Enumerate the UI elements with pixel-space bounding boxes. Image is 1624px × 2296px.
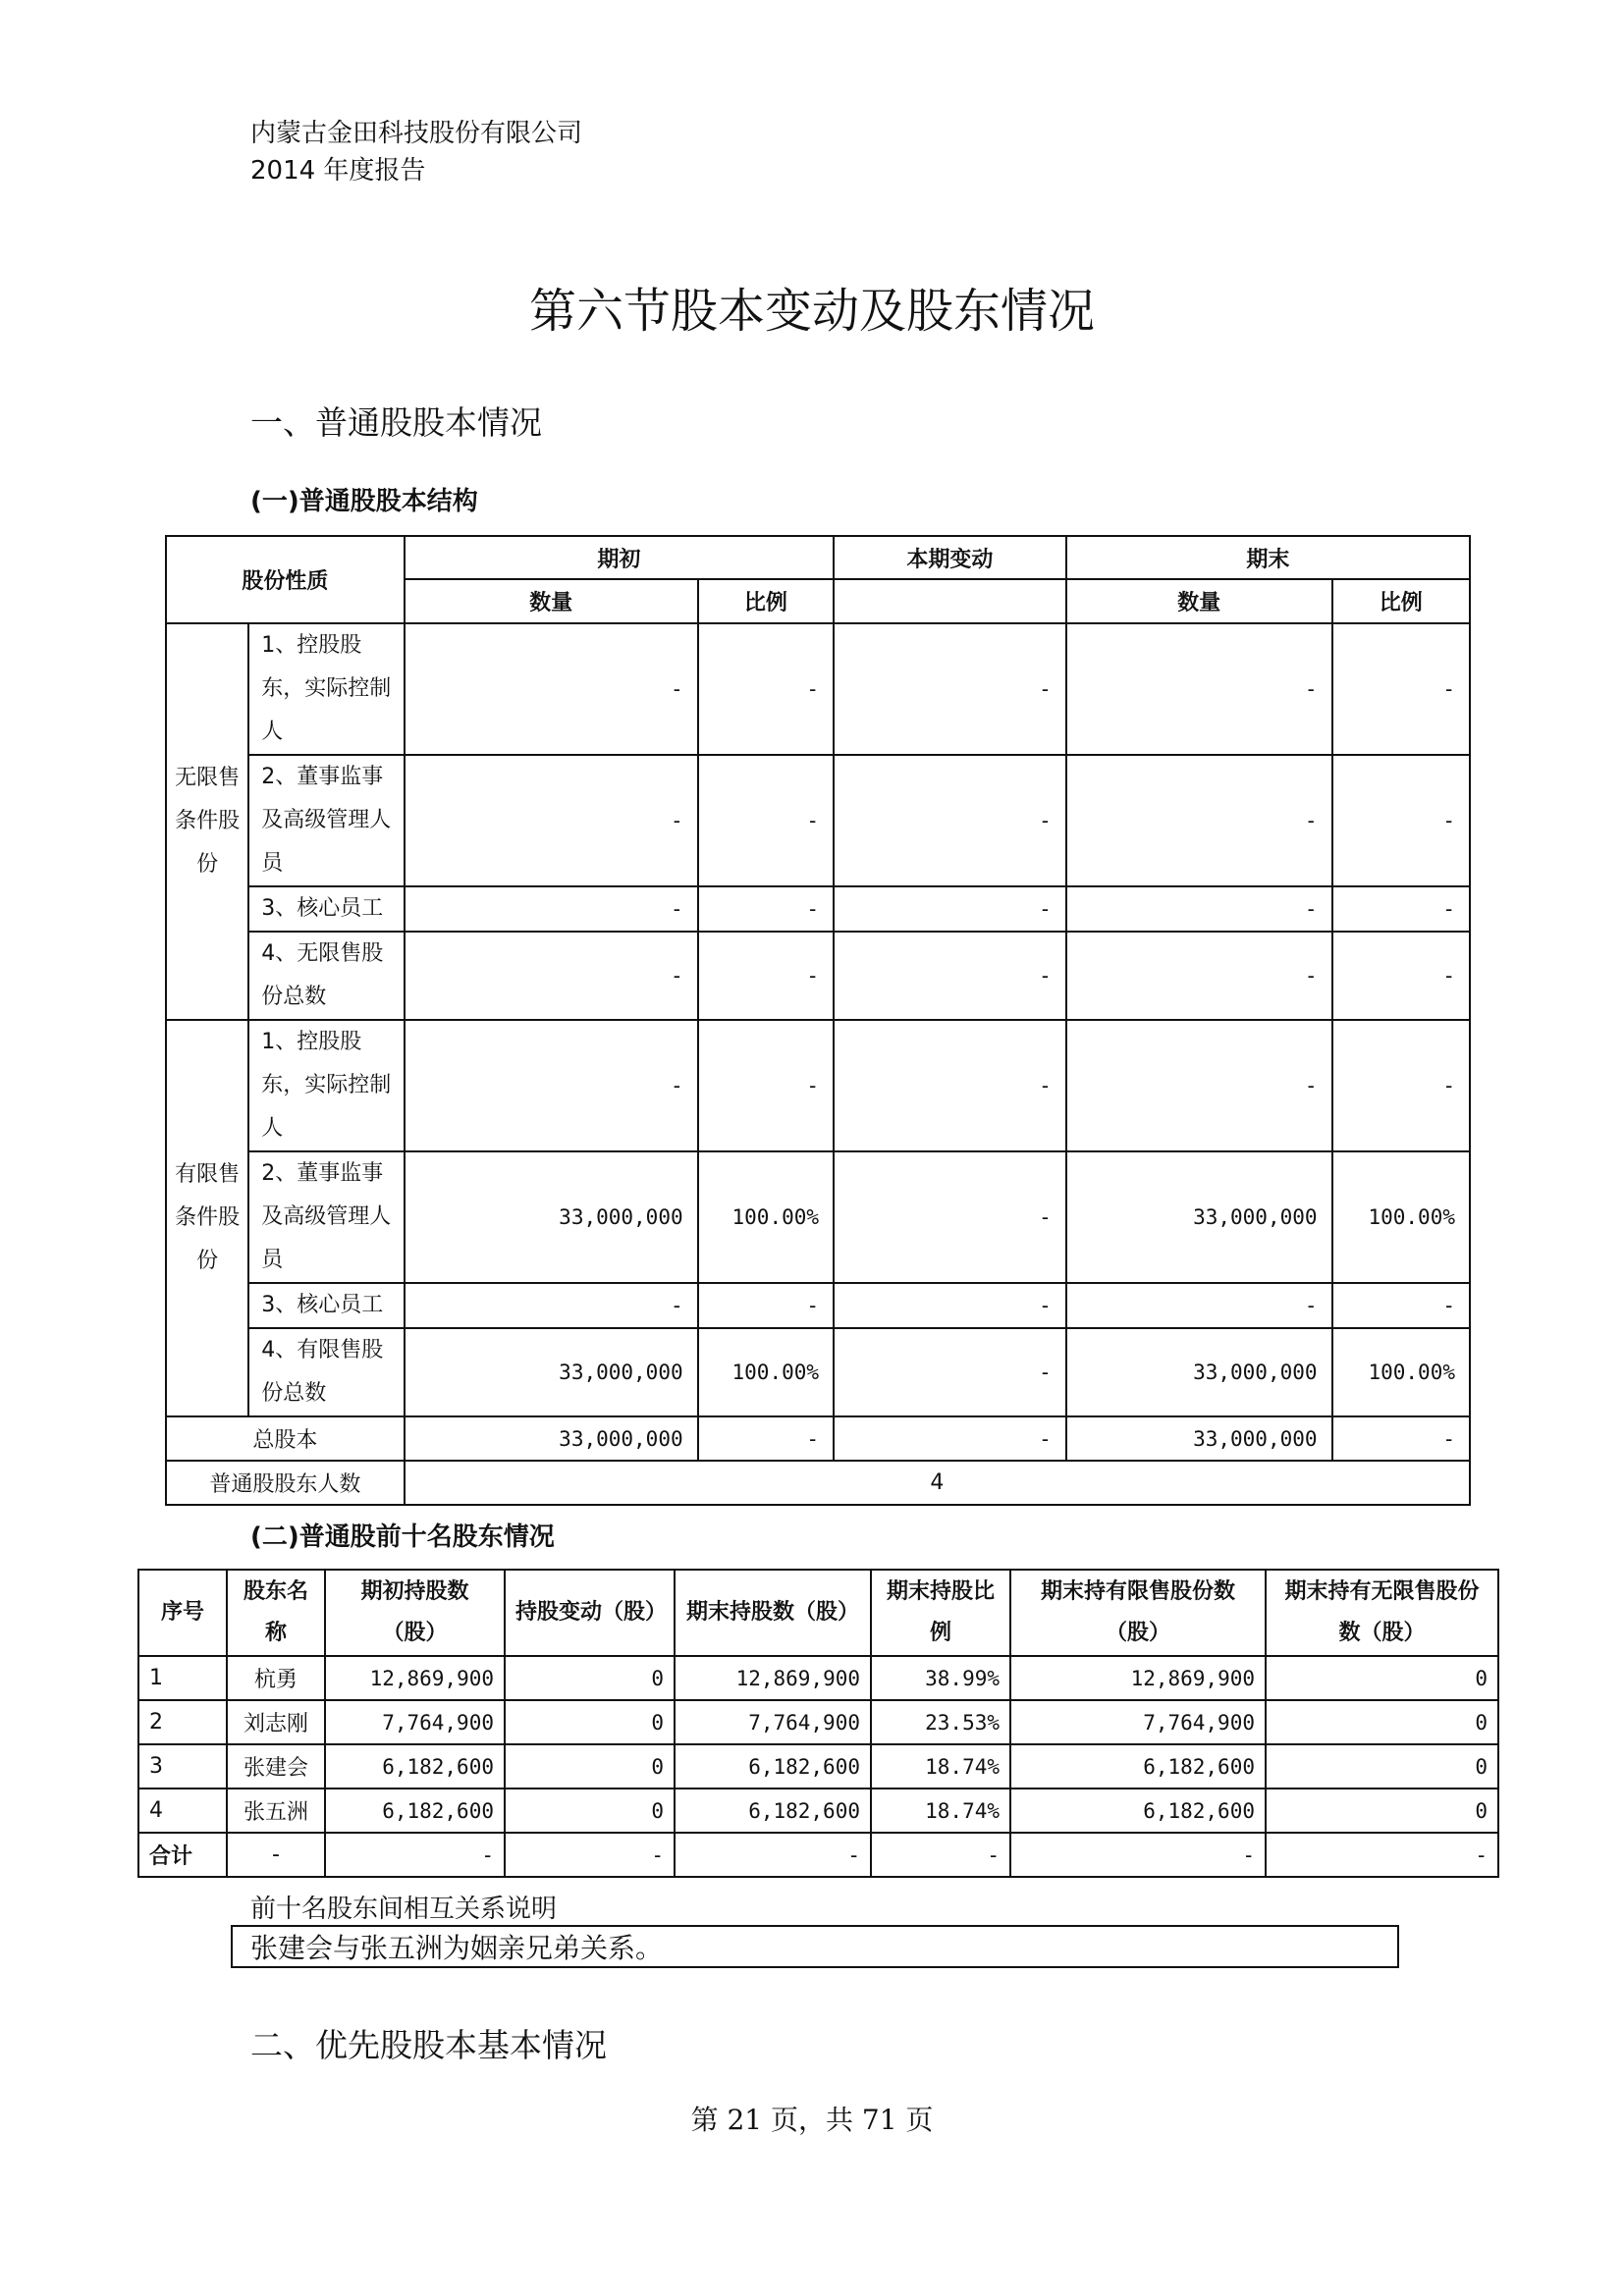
cell-end-qty: - — [1066, 932, 1332, 1020]
cell-ratio: 18.74% — [871, 1744, 1010, 1789]
row-label: 3、核心员工 — [248, 886, 404, 932]
cell-unrestricted: 0 — [1266, 1744, 1498, 1789]
total-cell: - — [675, 1833, 871, 1877]
cell-change: - — [834, 1151, 1066, 1283]
cell-change: 0 — [505, 1700, 675, 1744]
cell-end-ratio: - — [1332, 1020, 1470, 1151]
cell-begin-ratio: - — [698, 623, 834, 755]
table-row — [138, 1656, 1498, 1700]
total-begin-qty: 33,000,000 — [405, 1416, 698, 1461]
total-label: 合计 — [138, 1833, 227, 1877]
total-end-ratio: - — [1332, 1416, 1470, 1461]
cell-change: - — [834, 886, 1066, 932]
cell-end-ratio: - — [1332, 932, 1470, 1020]
heading-common-stock: 一、普通股股本情况 — [250, 403, 542, 442]
cell-begin-ratio: - — [698, 755, 834, 886]
cell-end-ratio: - — [1332, 1283, 1470, 1328]
subheading-top10: (二)普通股前十名股东情况 — [250, 1522, 555, 1552]
relation-label: 前十名股东间相互关系说明 — [250, 1895, 558, 1924]
cell-restricted: 12,869,900 — [1010, 1656, 1266, 1700]
header-nature: 股份性质 — [166, 536, 405, 623]
row-label: 4、有限售股份总数 — [248, 1328, 404, 1416]
table-row — [138, 1789, 1498, 1833]
cell-end-qty: - — [1066, 1283, 1332, 1328]
cell-begin-ratio: - — [698, 932, 834, 1020]
cell-end-qty: - — [1066, 1020, 1332, 1151]
cell-begin-qty: - — [405, 755, 698, 886]
cell-unrestricted: 0 — [1266, 1789, 1498, 1833]
col-header: 期末持有限售股份数（股） — [1010, 1570, 1266, 1656]
cell-name: 杭勇 — [227, 1656, 325, 1700]
cell-name: 张五洲 — [227, 1789, 325, 1833]
col-header: 持股变动（股） — [505, 1570, 675, 1656]
cell-begin-ratio: - — [698, 1020, 834, 1151]
table-total-row — [138, 1833, 1498, 1877]
cell-end: 6,182,600 — [675, 1789, 871, 1833]
cell-begin-qty: - — [405, 886, 698, 932]
header-begin-qty: 数量 — [405, 579, 698, 623]
total-cell: - — [505, 1833, 675, 1877]
cell-begin-ratio: 100.00% — [698, 1151, 834, 1283]
cell-end-ratio: 100.00% — [1332, 1151, 1470, 1283]
cell-begin-ratio: - — [698, 1283, 834, 1328]
heading-preferred-stock: 二、优先股股本基本情况 — [250, 2026, 607, 2064]
total-label: 总股本 — [166, 1416, 405, 1461]
table-row — [138, 1744, 1498, 1789]
row-label: 3、核心员工 — [248, 1283, 404, 1328]
total-cell: - — [1010, 1833, 1266, 1877]
cell-restricted: 7,764,900 — [1010, 1700, 1266, 1744]
cell-begin: 6,182,600 — [325, 1744, 505, 1789]
cell-begin-qty: 33,000,000 — [405, 1151, 698, 1283]
cell-begin: 7,764,900 — [325, 1700, 505, 1744]
cell-end-qty: - — [1066, 886, 1332, 932]
header-end-ratio: 比例 — [1332, 579, 1470, 623]
col-header: 期末持股数（股） — [675, 1570, 871, 1656]
row-label: 1、控股股东，实际控制人 — [248, 1020, 404, 1151]
cell-begin-qty: - — [405, 932, 698, 1020]
cell-change: - — [834, 1283, 1066, 1328]
cell-restricted: 6,182,600 — [1010, 1789, 1266, 1833]
cell-end-qty: - — [1066, 623, 1332, 755]
cell-end-qty: - — [1066, 755, 1332, 886]
cell-end: 6,182,600 — [675, 1744, 871, 1789]
page-footer: 第 21 页，共 71 页 — [690, 2104, 934, 2136]
col-header: 期初持股数（股） — [325, 1570, 505, 1656]
header-change: 本期变动 — [834, 536, 1066, 579]
total-cell: - — [325, 1833, 505, 1877]
cell-begin-ratio: 100.00% — [698, 1328, 834, 1416]
cell-name: 张建会 — [227, 1744, 325, 1789]
cell-change: 0 — [505, 1789, 675, 1833]
cell-begin: 12,869,900 — [325, 1656, 505, 1700]
cell-end-ratio: - — [1332, 886, 1470, 932]
row-label: 4、无限售股份总数 — [248, 932, 404, 1020]
cell-ratio: 23.53% — [871, 1700, 1010, 1744]
cell-end-qty: 33,000,000 — [1066, 1328, 1332, 1416]
cell-change: - — [834, 932, 1066, 1020]
top10-holders-table — [137, 1569, 1499, 1878]
row-label: 2、董事监事及高级管理人员 — [248, 1151, 404, 1283]
group-unrestricted-label: 无限售条件股份 — [166, 623, 248, 1020]
col-header: 序号 — [138, 1570, 227, 1656]
cell-name: 刘志刚 — [227, 1700, 325, 1744]
cell-unrestricted: 0 — [1266, 1700, 1498, 1744]
cell-restricted: 6,182,600 — [1010, 1744, 1266, 1789]
cell-change: 0 — [505, 1656, 675, 1700]
section-title: 第六节股本变动及股东情况 — [528, 284, 1095, 339]
table-row — [138, 1700, 1498, 1744]
cell-change: - — [834, 623, 1066, 755]
cell-end: 12,869,900 — [675, 1656, 871, 1700]
cell-end-ratio: - — [1332, 755, 1470, 886]
company-name: 内蒙古金田科技股份有限公司 — [250, 119, 583, 148]
col-header: 期末持股比例 — [871, 1570, 1010, 1656]
cell-change: - — [834, 1020, 1066, 1151]
cell-begin-ratio: - — [698, 886, 834, 932]
cell-begin-qty: - — [405, 1020, 698, 1151]
cell-unrestricted: 0 — [1266, 1656, 1498, 1700]
total-end-qty: 33,000,000 — [1066, 1416, 1332, 1461]
subheading-structure: (一)普通股股本结构 — [250, 487, 478, 516]
header-end: 期末 — [1066, 536, 1470, 579]
cell-change: - — [834, 1328, 1066, 1416]
col-header: 期末持有无限售股份数（股） — [1266, 1570, 1498, 1656]
col-header: 股东名称 — [227, 1570, 325, 1656]
cell-ratio: 18.74% — [871, 1789, 1010, 1833]
cell-change: 0 — [505, 1744, 675, 1789]
cell-end-ratio: 100.00% — [1332, 1328, 1470, 1416]
cell-index: 4 — [138, 1789, 227, 1833]
cell-begin-qty: 33,000,000 — [405, 1328, 698, 1416]
header-end-qty: 数量 — [1066, 579, 1332, 623]
cell-end-ratio: - — [1332, 623, 1470, 755]
total-cell: - — [871, 1833, 1010, 1877]
cell-change: - — [834, 755, 1066, 886]
cell-end: 7,764,900 — [675, 1700, 871, 1744]
holders-label: 普通股股东人数 — [166, 1461, 405, 1505]
total-cell: - — [227, 1833, 325, 1877]
group-restricted-label: 有限售条件股份 — [166, 1020, 248, 1416]
total-begin-ratio: - — [698, 1416, 834, 1461]
cell-end-qty: 33,000,000 — [1066, 1151, 1332, 1283]
row-label: 1、控股股东，实际控制人 — [248, 623, 404, 755]
share-structure-table — [165, 535, 1471, 1506]
cell-index: 1 — [138, 1656, 227, 1700]
relation-text: 张建会与张五洲为姻亲兄弟关系。 — [231, 1925, 1399, 1968]
holders-count: 4 — [405, 1461, 1470, 1505]
header-begin-ratio: 比例 — [698, 579, 834, 623]
cell-begin-qty: - — [405, 623, 698, 755]
total-change: - — [834, 1416, 1066, 1461]
cell-index: 3 — [138, 1744, 227, 1789]
row-label: 2、董事监事及高级管理人员 — [248, 755, 404, 886]
cell-begin-qty: - — [405, 1283, 698, 1328]
cell-ratio: 38.99% — [871, 1656, 1010, 1700]
cell-index: 2 — [138, 1700, 227, 1744]
header-begin: 期初 — [405, 536, 834, 579]
header-change-blank — [834, 579, 1066, 623]
report-year: 2014 年度报告 — [250, 156, 426, 186]
total-cell: - — [1266, 1833, 1498, 1877]
cell-begin: 6,182,600 — [325, 1789, 505, 1833]
